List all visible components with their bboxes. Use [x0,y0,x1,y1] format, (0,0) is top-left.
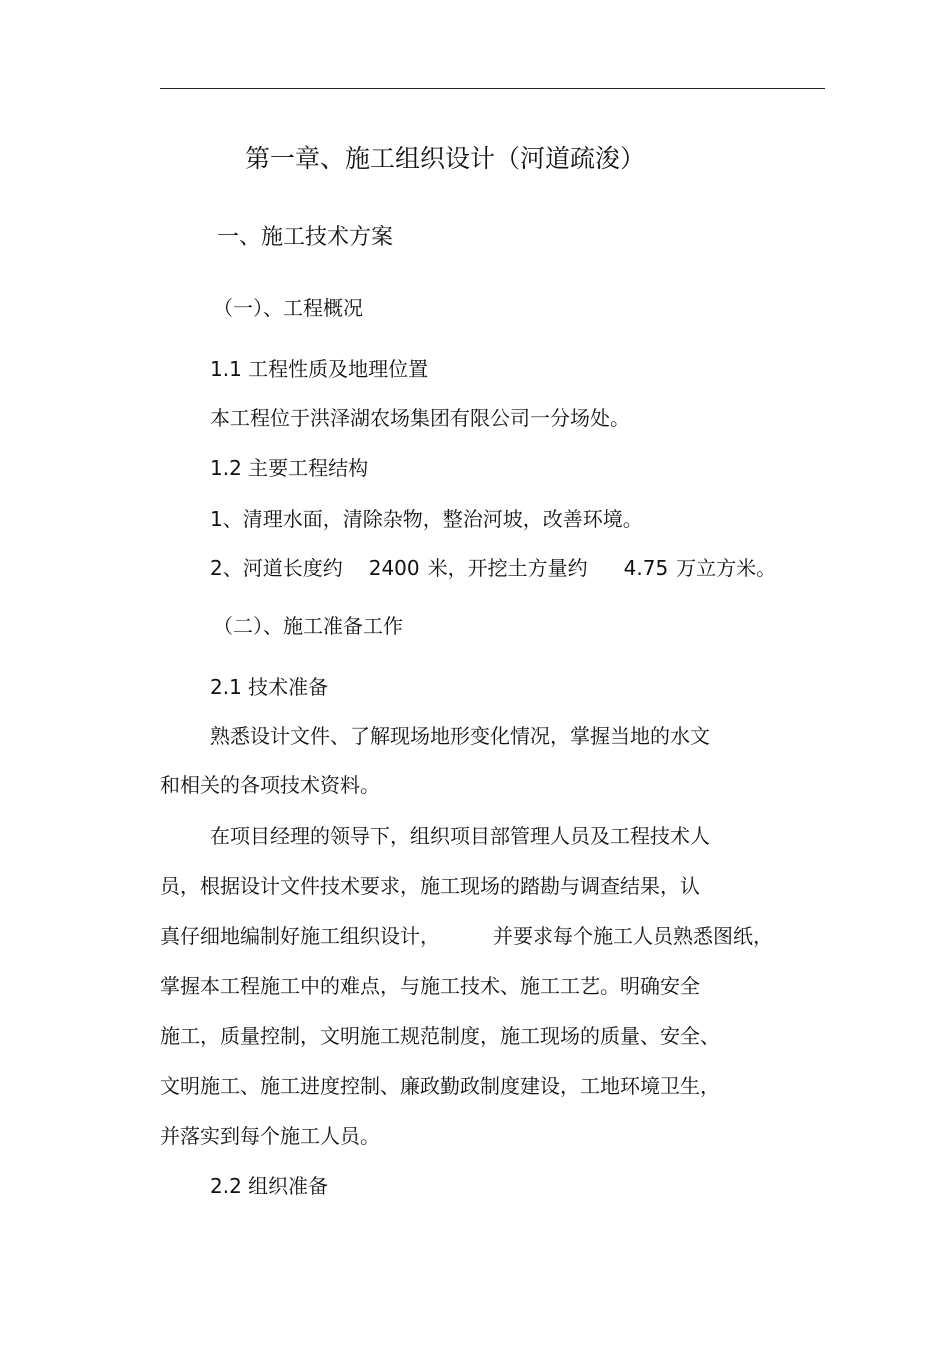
structure-item-1: 1、清理水面，清除杂物，整治河坡，改善环境。 [210,507,643,531]
para1-line2: 和相关的各项技术资料。 [160,773,380,797]
part1-heading: （一）、工程概况 [213,296,363,320]
header-rule [160,88,825,89]
sub1-2-heading: 1.2 主要工程结构 [210,456,369,480]
section-title: 一、施工技术方案 [217,225,394,250]
para2-line6: 文明施工、施工进度控制、廉政勤政制度建设，工地环境卫生， [160,1074,720,1098]
part2-heading: （二）、施工准备工作 [213,614,403,638]
para2-line5: 施工，质量控制，文明施工规范制度，施工现场的质量、安全、 [160,1024,720,1048]
para1-line1: 熟悉设计文件、了解现场地形变化情况，掌握当地的水文 [210,724,710,748]
para2-line7: 并落实到每个施工人员。 [160,1124,380,1148]
para2-line1: 在项目经理的领导下，组织项目部管理人员及工程技术人 [210,824,710,848]
para2-line3a: 真仔细地编制好施工组织设计， [160,924,440,948]
structure-item-2 [210,556,776,580]
item2-suffix: 万立方米。 [676,556,777,580]
para2-line3b: 并要求每个施工人员熟悉图纸， [493,924,773,948]
para2-line4: 掌握本工程施工中的难点，与施工技术、施工工艺。明确安全 [160,974,700,998]
sub2-2-heading: 2.2 组织准备 [210,1174,329,1198]
item2-mid: 米，开挖土方量约 [427,556,588,580]
item2-prefix: 2、河道长度约 [210,556,343,580]
sub2-1-heading: 2.1 技术准备 [210,675,329,699]
sub1-1-text: 本工程位于洪泽湖农场集团有限公司一分场处。 [210,406,630,430]
item2-volume-value: 4.75 [623,556,669,580]
item2-length-value: 2400 [368,556,420,580]
sub1-1-heading: 1.1 工程性质及地理位置 [210,357,429,381]
para2-line2: 员，根据设计文件技术要求，施工现场的踏勘与调查结果，认 [160,874,700,898]
chapter-title: 第一章、施工组织设计（河道疏浚） [245,144,646,173]
